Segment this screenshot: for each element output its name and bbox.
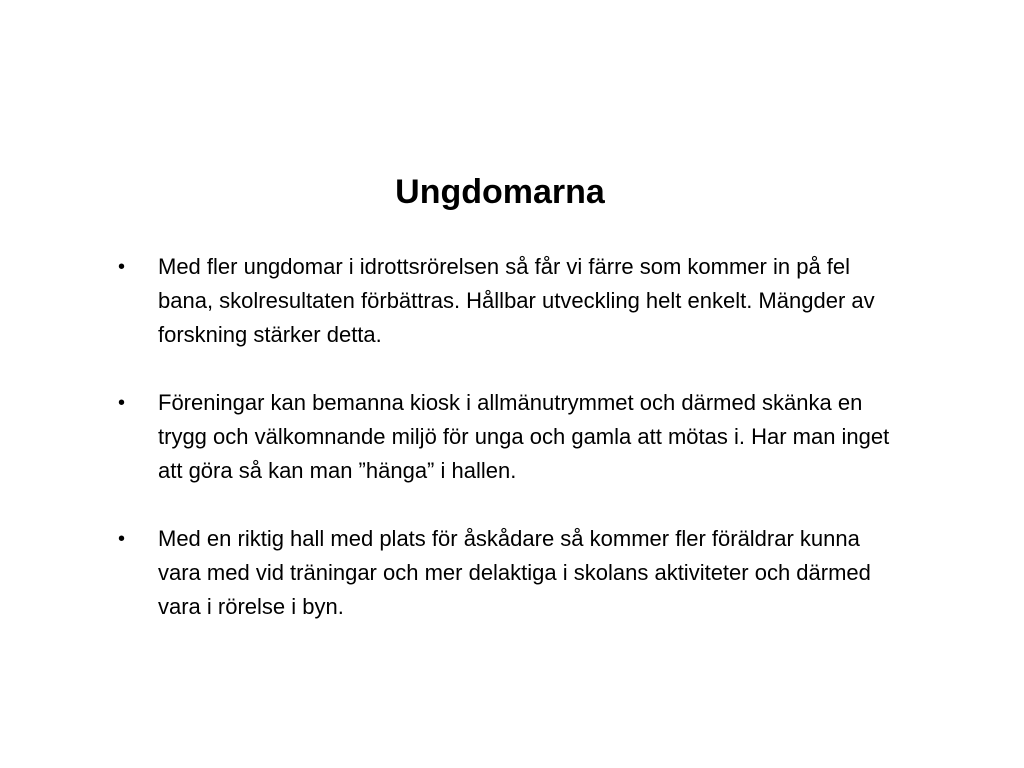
bullet-icon: •	[118, 392, 126, 414]
bullet-icon: •	[118, 256, 126, 278]
bullet-list	[112, 250, 892, 658]
slide-title: Ungdomarna	[395, 173, 605, 211]
bullet-text: Med en riktig hall med plats för åskådare så kommer fler föräldrar kunna vara med vid träningar och mer delaktiga i skolans aktiviteter och därmed vara i rörelse i byn.	[158, 526, 871, 619]
bullet-text: Med fler ungdomar i idrottsrörelsen så får vi färre som kommer in på fel bana, skolresultaten förbättras. Hållbar utveckling helt enkelt. Mängder av forskning stärker detta.	[158, 254, 875, 347]
bullet-icon: •	[118, 528, 126, 550]
bullet-item	[112, 386, 892, 488]
bullet-item	[112, 250, 892, 352]
bullet-item	[112, 522, 892, 624]
bullet-text: Föreningar kan bemanna kiosk i allmänutrymmet och därmed skänka en trygg och välkomnande miljö för unga och gamla att mötas i. Har man inget att göra så kan man ”hänga” i hallen.	[158, 390, 890, 483]
